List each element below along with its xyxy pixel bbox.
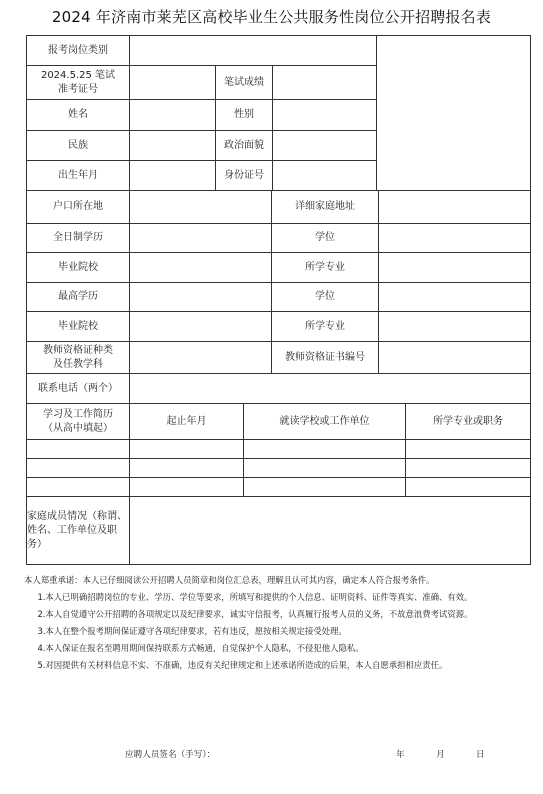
teacher-cert-number-label: 教师资格证书编号 bbox=[285, 351, 365, 363]
declaration-item: 2.本人自觉遵守公开招聘的各项规定以及纪律要求，诚实守信报考，认真履行报考人员的义务，不故意浪费考试资源。 bbox=[37, 609, 473, 619]
major-label-1: 所学专业 bbox=[305, 261, 345, 273]
birth-date-label: 出生年月 bbox=[58, 169, 98, 181]
teacher-cert-type-line1: 教师资格证种类 bbox=[43, 344, 113, 356]
hukou-label: 户口所在地 bbox=[53, 201, 103, 212]
home-address-label: 详细家庭地址 bbox=[295, 201, 355, 212]
written-score-label: 笔试成绩 bbox=[224, 76, 264, 88]
signature-year: 年 bbox=[396, 750, 405, 760]
declaration-item: 3.本人在整个报考期间保证遵守各项纪律要求，若有违反，愿按相关规定接受处理。 bbox=[37, 626, 347, 636]
major-label-2: 所学专业 bbox=[305, 320, 345, 332]
political-status-label: 政治面貌 bbox=[224, 139, 264, 151]
gender-label: 性别 bbox=[234, 109, 254, 120]
resume-major-header: 所学专业或职务 bbox=[433, 415, 503, 427]
resume-label-line1: 学习及工作简历 bbox=[43, 408, 113, 420]
degree-label-1: 学位 bbox=[315, 232, 335, 243]
exam-ticket-label bbox=[27, 66, 129, 99]
ethnicity-label: 民族 bbox=[68, 139, 88, 151]
phone-label: 联系电话（两个） bbox=[38, 382, 118, 394]
declaration-item: 5.对因提供有关材料信息不实、不准确，违反有关纪律规定和上述承诺所造成的后果，本人自愿承担相应责任。 bbox=[37, 660, 448, 670]
family-members-label bbox=[23, 497, 131, 564]
resume-label-line2: （从高中填起） bbox=[43, 422, 113, 434]
signature-day: 日 bbox=[476, 750, 485, 760]
signature-label: 应聘人员签名（手写）： bbox=[125, 750, 216, 760]
declaration-intro: 本人郑重承诺：本人已仔细阅读公开招聘人员简章和岗位汇总表，理解且认可其内容，确定本人符合报考条件。 bbox=[24, 575, 435, 585]
graduate-school-label-1: 毕业院校 bbox=[58, 261, 98, 273]
graduate-school-label-2: 毕业院校 bbox=[58, 320, 98, 332]
resume-period-header: 起止年月 bbox=[166, 415, 207, 427]
form-title: 2024 年济南市莱芜区高校毕业生公共服务性岗位公开招聘报名表 bbox=[51, 8, 492, 26]
declaration-block bbox=[24, 572, 532, 674]
degree-label-2: 学位 bbox=[315, 291, 335, 302]
exam-ticket-label-line2: 准考证号 bbox=[58, 83, 98, 95]
teacher-cert-type-line2: 及任教学科 bbox=[53, 358, 103, 370]
fulltime-education-label: 全日制学历 bbox=[53, 232, 103, 243]
position-category-label: 报考岗位类别 bbox=[48, 44, 108, 56]
teacher-cert-type-label bbox=[27, 342, 129, 373]
family-members-line2: 姓名、工作单位及职务） bbox=[27, 524, 117, 550]
declaration-item: 4.本人保证在报名至聘用期间保持联系方式畅通，自觉保护个人隐私，不侵犯他人隐私。 bbox=[37, 643, 364, 653]
exam-ticket-label-line1: 2024.5.25 笔试 bbox=[40, 69, 116, 81]
id-number-label: 身份证号 bbox=[224, 169, 264, 181]
family-members-line1: 家庭成员情况（称谓、 bbox=[27, 510, 127, 522]
resume-unit-header: 就读学校或工作单位 bbox=[279, 415, 370, 427]
declaration-item: 1.本人已明确招聘岗位的专业、学历、学位等要求，所填写和提供的个人信息、证明资料、证件等真实、准确、有效。 bbox=[37, 592, 473, 602]
name-label: 姓名 bbox=[68, 109, 88, 120]
resume-label bbox=[27, 404, 129, 439]
highest-education-label: 最高学历 bbox=[58, 291, 98, 302]
signature-month: 月 bbox=[436, 750, 445, 760]
